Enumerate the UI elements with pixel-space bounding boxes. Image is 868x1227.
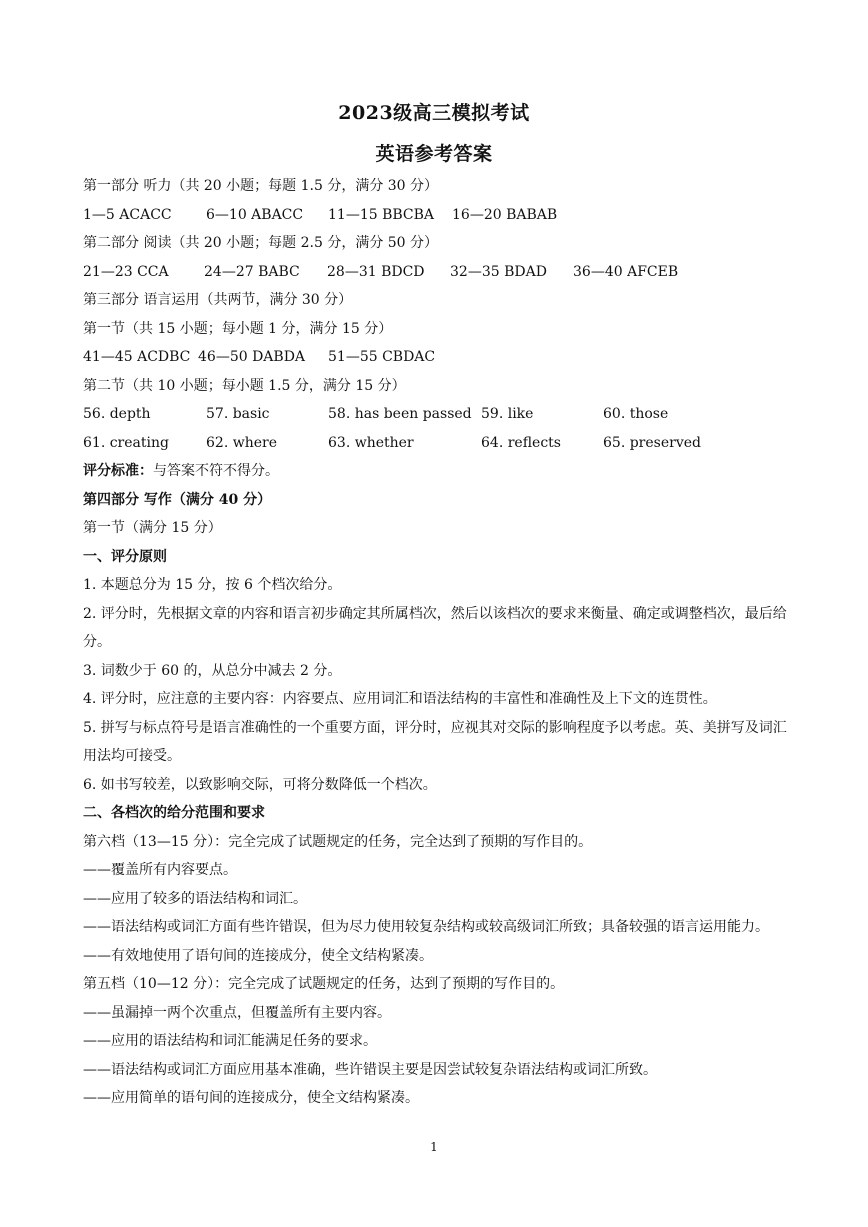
part3-heading: 第三部分 语言运用（共两节，满分 30 分）: [83, 292, 353, 308]
answer-item: 65. preserved: [603, 434, 701, 451]
scoring-label: 评分标准：: [83, 463, 153, 479]
principle-item: 3. 词数少于 60 的，从总分中减去 2 分。: [83, 662, 342, 679]
answer-item: 64. reflects: [481, 434, 561, 451]
grade6-item: ——有效地使用了语句间的连接成分，使全文结构紧凑。: [83, 947, 433, 964]
answer-group: 41—45 ACDBC: [83, 349, 191, 365]
part1-heading: 第一部分 听力（共 20 小题；每题 1.5 分，满分 30 分）: [83, 178, 439, 194]
answer-group: 51—55 CBDAC: [328, 349, 436, 365]
page-number: 1: [430, 1140, 438, 1154]
answer-item: 61. creating: [83, 434, 169, 451]
grade6-heading: 第六档（13—15 分）：完全完成了试题规定的任务，完全达到了预期的写作目的。: [83, 833, 593, 850]
principle-item: 4. 评分时，应注意的主要内容：内容要点、应用词汇和语法结构的丰富性和准确性及上下文的连贯性。: [83, 691, 717, 707]
principle-item: 2. 评分时，先根据文章的内容和语言初步确定其所属档次，然后以该档次的要求来衡量、确定或调整档次，最后给分。: [83, 605, 787, 650]
document-title: 2023级高三模拟考试: [338, 102, 530, 124]
part3-section1-answers: [83, 343, 788, 372]
scoring-text: 与答案不符不得分。: [153, 463, 279, 479]
answer-group: 46—50 DABDA: [198, 349, 306, 365]
principle-item: 6. 如书写较差，以致影响交际，可将分数降低一个档次。: [83, 776, 437, 793]
answer-group: 11—15 BBCBA: [328, 206, 435, 223]
answer-group: 6—10 ABACC: [206, 206, 304, 223]
part3-section2-heading: 第二节（共 10 小题；每小题 1.5 分，满分 15 分）: [83, 377, 406, 394]
part4-section1-heading: 第一节（满分 15 分）: [83, 520, 222, 536]
part3-section2-row2: [83, 429, 788, 458]
part2-heading: 第二部分 阅读（共 20 小题；每题 2.5 分，满分 50 分）: [83, 235, 439, 251]
grade5-item: ——虽漏掉一两个次重点，但覆盖所有主要内容。: [83, 1004, 391, 1021]
grade5-heading: 第五档（10—12 分）：完全完成了试题规定的任务，达到了预期的写作目的。: [83, 976, 565, 992]
principles-heading: 一、评分原则: [83, 548, 167, 565]
answer-item: 56. depth: [83, 406, 151, 422]
answer-group: 24—27 BABC: [204, 263, 300, 280]
part1-answers: [83, 201, 788, 230]
principle-item: 5. 拼写与标点符号是语言准确性的一个重要方面，评分时，应视其对交际的影响程度予以考虑。英、美拼写及词汇用法均可接受。: [83, 719, 787, 764]
answer-group: 32—35 BDAD: [450, 263, 547, 280]
answer-group: 36—40 AFCEB: [573, 263, 679, 280]
document-subtitle: 英语参考答案: [375, 143, 493, 165]
grade6-item: ——应用了较多的语法结构和词汇。: [83, 890, 307, 907]
answer-group: 21—23 CCA: [83, 263, 169, 280]
grade6-item: ——语法结构或词汇方面有些许错误，但为尽力使用较复杂结构或较高级词汇所致；具备较强的语言运用能力。: [83, 919, 769, 935]
grades-heading: 二、各档次的给分范围和要求: [83, 805, 265, 821]
part3-section1-heading: 第一节（共 15 小题；每小题 1 分，满分 15 分）: [83, 320, 393, 337]
grade6-item: ——覆盖所有内容要点。: [83, 862, 237, 878]
answer-item: 58. has been passed: [328, 406, 472, 422]
part4-heading: 第四部分 写作（满分 40 分）: [83, 491, 272, 508]
principle-item: 1. 本题总分为 15 分，按 6 个档次给分。: [83, 577, 342, 593]
part3-section2-row1: [83, 400, 788, 429]
answer-item: 57. basic: [206, 406, 270, 422]
answer-item: 60. those: [603, 406, 669, 422]
grade5-item: ——应用的语法结构和词汇能满足任务的要求。: [83, 1033, 377, 1049]
scoring-note: [83, 457, 788, 486]
answer-group: 16—20 BABAB: [452, 206, 558, 223]
answer-item: 59. like: [481, 406, 534, 422]
answer-key-body: [83, 172, 788, 1113]
answer-item: 62. where: [206, 434, 277, 451]
answer-group: 1—5 ACACC: [83, 206, 172, 223]
grade5-item: ——应用简单的语句间的连接成分，使全文结构紧凑。: [83, 1090, 419, 1106]
answer-item: 63. whether: [328, 434, 414, 451]
grade5-item: ——语法结构或词汇方面应用基本准确，些许错误主要是因尝试较复杂语法结构或词汇所致。: [83, 1061, 657, 1078]
answer-group: 28—31 BDCD: [327, 263, 425, 280]
part2-answers: [83, 258, 788, 287]
